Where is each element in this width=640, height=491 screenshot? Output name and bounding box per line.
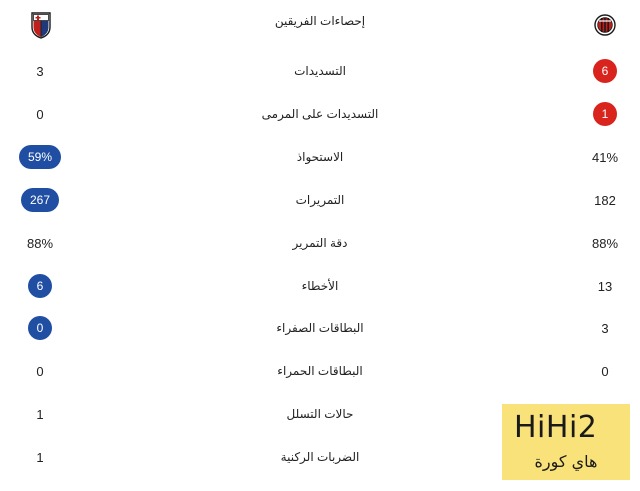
home-value-text: 6 [28,274,52,298]
away-value-text: 1 [593,102,617,126]
stat-row [0,56,640,86]
home-value-text: 1 [36,406,44,422]
stat-label: التسديدات على المرمى [261,107,379,121]
home-value [2,99,78,129]
home-value-text: 0 [36,106,44,122]
stat-row [0,185,640,215]
away-value-text: 3 [601,320,609,336]
home-value [2,313,78,343]
away-value [568,142,640,172]
home-value-text: 88% [26,235,54,251]
watermark-subtitle: هاي كورة [534,452,598,471]
stat-row [0,356,640,386]
away-value-text: 88% [591,235,619,251]
milan-crest-icon [594,11,616,39]
away-value-text: 13 [597,278,613,294]
away-value [568,271,640,301]
away-value [568,228,640,258]
away-value [568,56,640,86]
away-value [568,313,640,343]
home-value-text: 3 [36,63,44,79]
hihi2-watermark [502,404,630,480]
bologna-crest-icon [30,11,52,39]
stat-row [0,228,640,258]
away-value-text: 6 [593,59,617,83]
stat-label: البطاقات الصفراء [276,321,364,335]
away-value [568,185,640,215]
home-value [2,142,78,172]
stat-label: الضربات الركنية [280,450,360,464]
home-value [2,442,78,472]
home-value [2,399,78,429]
home-value-text: 59% [19,145,61,169]
away-value-text: 0 [601,363,609,379]
home-value-text: 0 [28,316,52,340]
stat-row [0,313,640,343]
away-value [568,99,640,129]
stat-row [0,271,640,301]
away-value-text: 41% [591,149,619,165]
stat-row [0,142,640,172]
stats-title: إحصاءات الفريقين [274,14,366,28]
stats-header [0,0,640,48]
stat-row [0,99,640,129]
home-value [2,356,78,386]
stat-label: البطاقات الحمراء [277,364,363,378]
stat-label: الاستحواذ [296,150,344,164]
stat-label: الأخطاء [301,279,339,293]
home-value-text: 1 [36,449,44,465]
stat-label: التمريرات [295,193,345,207]
watermark-logo-text: HiHi2 [514,410,598,445]
away-value [568,356,640,386]
home-value [2,228,78,258]
home-value [2,271,78,301]
home-value-text: 267 [21,188,59,212]
stat-label: دقة التمرير [292,236,348,250]
home-value [2,56,78,86]
stat-label: التسديدات [294,64,346,78]
home-value [2,185,78,215]
stat-label: حالات التسلل [286,407,354,421]
home-value-text: 0 [36,363,44,379]
away-value-text: 182 [594,192,616,208]
